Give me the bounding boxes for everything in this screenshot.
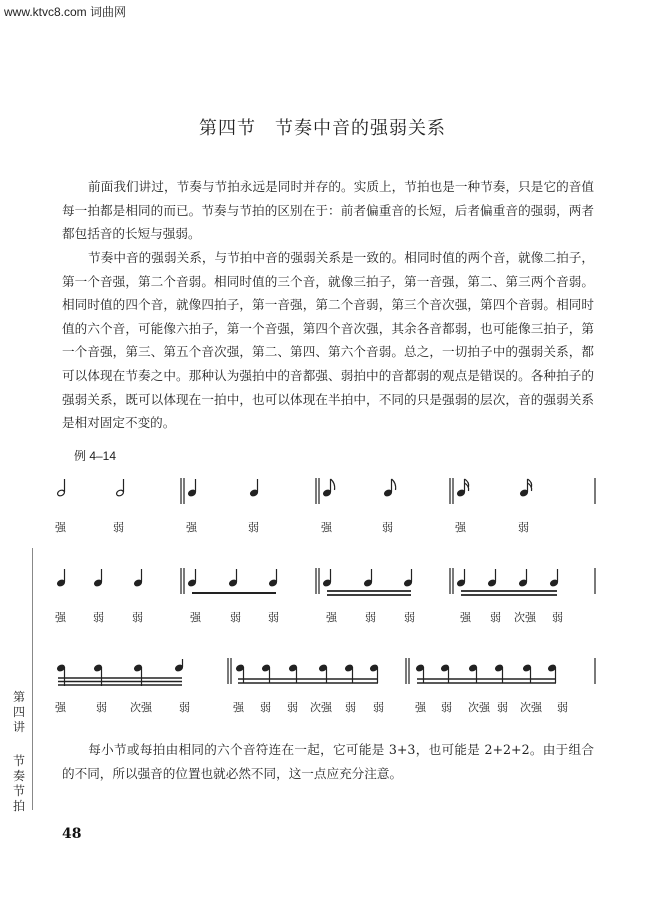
syllable: 弱 (382, 521, 393, 534)
syllable: 弱 (132, 611, 143, 624)
syllable: 强 (55, 701, 66, 714)
paragraph-1-text: 前面我们讲过，节奏与节拍永远是同时并存的。实质上，节拍也是一种节奏，只是它的音值每一拍都是相同的而已。节奏与节拍的区别在于：前者偏重音的长短，后者偏重音的强弱，两者都包括音的长短与强弱。 (62, 179, 594, 242)
syllable: 强 (415, 701, 426, 714)
syllable: 弱 (230, 611, 241, 624)
syllable: 强 (186, 521, 197, 534)
closing-paragraph (62, 738, 594, 785)
syllable: 弱 (441, 701, 452, 714)
syllable: 弱 (287, 701, 298, 714)
syllable: 次强 (514, 611, 536, 624)
page-number: 48 (62, 826, 82, 842)
watermark: www.ktvc8.com 词曲网 (4, 5, 127, 19)
syllable: 弱 (113, 521, 124, 534)
rhythm-row-3-staff (40, 656, 620, 726)
syllable: 弱 (404, 611, 415, 624)
rhythm-row-2 (40, 566, 620, 636)
closing-paragraph-text: 每小节或每拍由相同的六个音符连在一起，它可能是 3+3，也可能是 2+2+2。由于组合的不同，所以强音的位置也就必然不同，这一点应充分注意。 (62, 742, 594, 781)
paragraph-2-text: 节奏中音的强弱关系，与节拍中音的强弱关系是一致的。相同时值的两个音，就像二拍子，第一个音强，第二个音弱。相同时值的三个音，就像三拍子，第一音强，第二、第三两个音弱。相同时值的四个音，就像四拍子，第一音强，第二个音弱，第三个音次强，第四个音弱。相同时值的六个音，可能像六拍子，第一个音强，第四个音次强，其余各音都弱，也可能像三拍子，第一个音强，第三、第五个音次强，第二、第四、第六个音弱。总之，一切拍子中的强弱关系，都可以体现在节奏之中。那种认为强拍中的音都强、弱拍中的音都弱的观点是错误的。各种拍子的强弱关系，既可以体现在一拍中，也可以体现在半拍中，不同的只是强弱的层次，音的强弱关系是相对固定不变的。 (62, 250, 594, 431)
sidebar-chapter: 第四讲 (12, 690, 25, 734)
syllable: 弱 (552, 611, 563, 624)
rhythm-row-2-staff (40, 566, 620, 636)
syllable: 强 (233, 701, 244, 714)
syllable: 弱 (518, 521, 529, 534)
syllable: 强 (321, 521, 332, 534)
syllable: 强 (190, 611, 201, 624)
syllable: 次强 (130, 701, 152, 714)
syllable: 弱 (260, 701, 271, 714)
syllable: 弱 (557, 701, 568, 714)
syllable: 弱 (345, 701, 356, 714)
example-label: 例 4–14 (74, 449, 117, 463)
syllable: 强 (55, 521, 66, 534)
section-title: 第四节 节奏中音的强弱关系 (199, 118, 446, 139)
paragraph-1 (62, 175, 594, 246)
rhythm-row-1-staff (40, 476, 620, 546)
syllable: 次强 (310, 701, 332, 714)
syllable: 弱 (179, 701, 190, 714)
syllable: 弱 (93, 611, 104, 624)
syllable: 弱 (373, 701, 384, 714)
syllable: 次强 (468, 701, 490, 714)
rhythm-row-3 (40, 656, 620, 726)
syllable: 弱 (268, 611, 279, 624)
syllable: 强 (455, 521, 466, 534)
syllable: 弱 (248, 521, 259, 534)
syllable: 强 (326, 611, 337, 624)
paragraph-2 (62, 246, 594, 435)
rhythm-row-1 (40, 476, 620, 546)
sidebar-divider (32, 548, 33, 810)
syllable: 强 (460, 611, 471, 624)
syllable: 弱 (497, 701, 508, 714)
syllable: 弱 (365, 611, 376, 624)
syllable: 弱 (490, 611, 501, 624)
syllable: 弱 (96, 701, 107, 714)
syllable: 强 (55, 611, 66, 624)
syllable: 次强 (520, 701, 542, 714)
sidebar-topic: 节奏节拍 (12, 754, 25, 813)
